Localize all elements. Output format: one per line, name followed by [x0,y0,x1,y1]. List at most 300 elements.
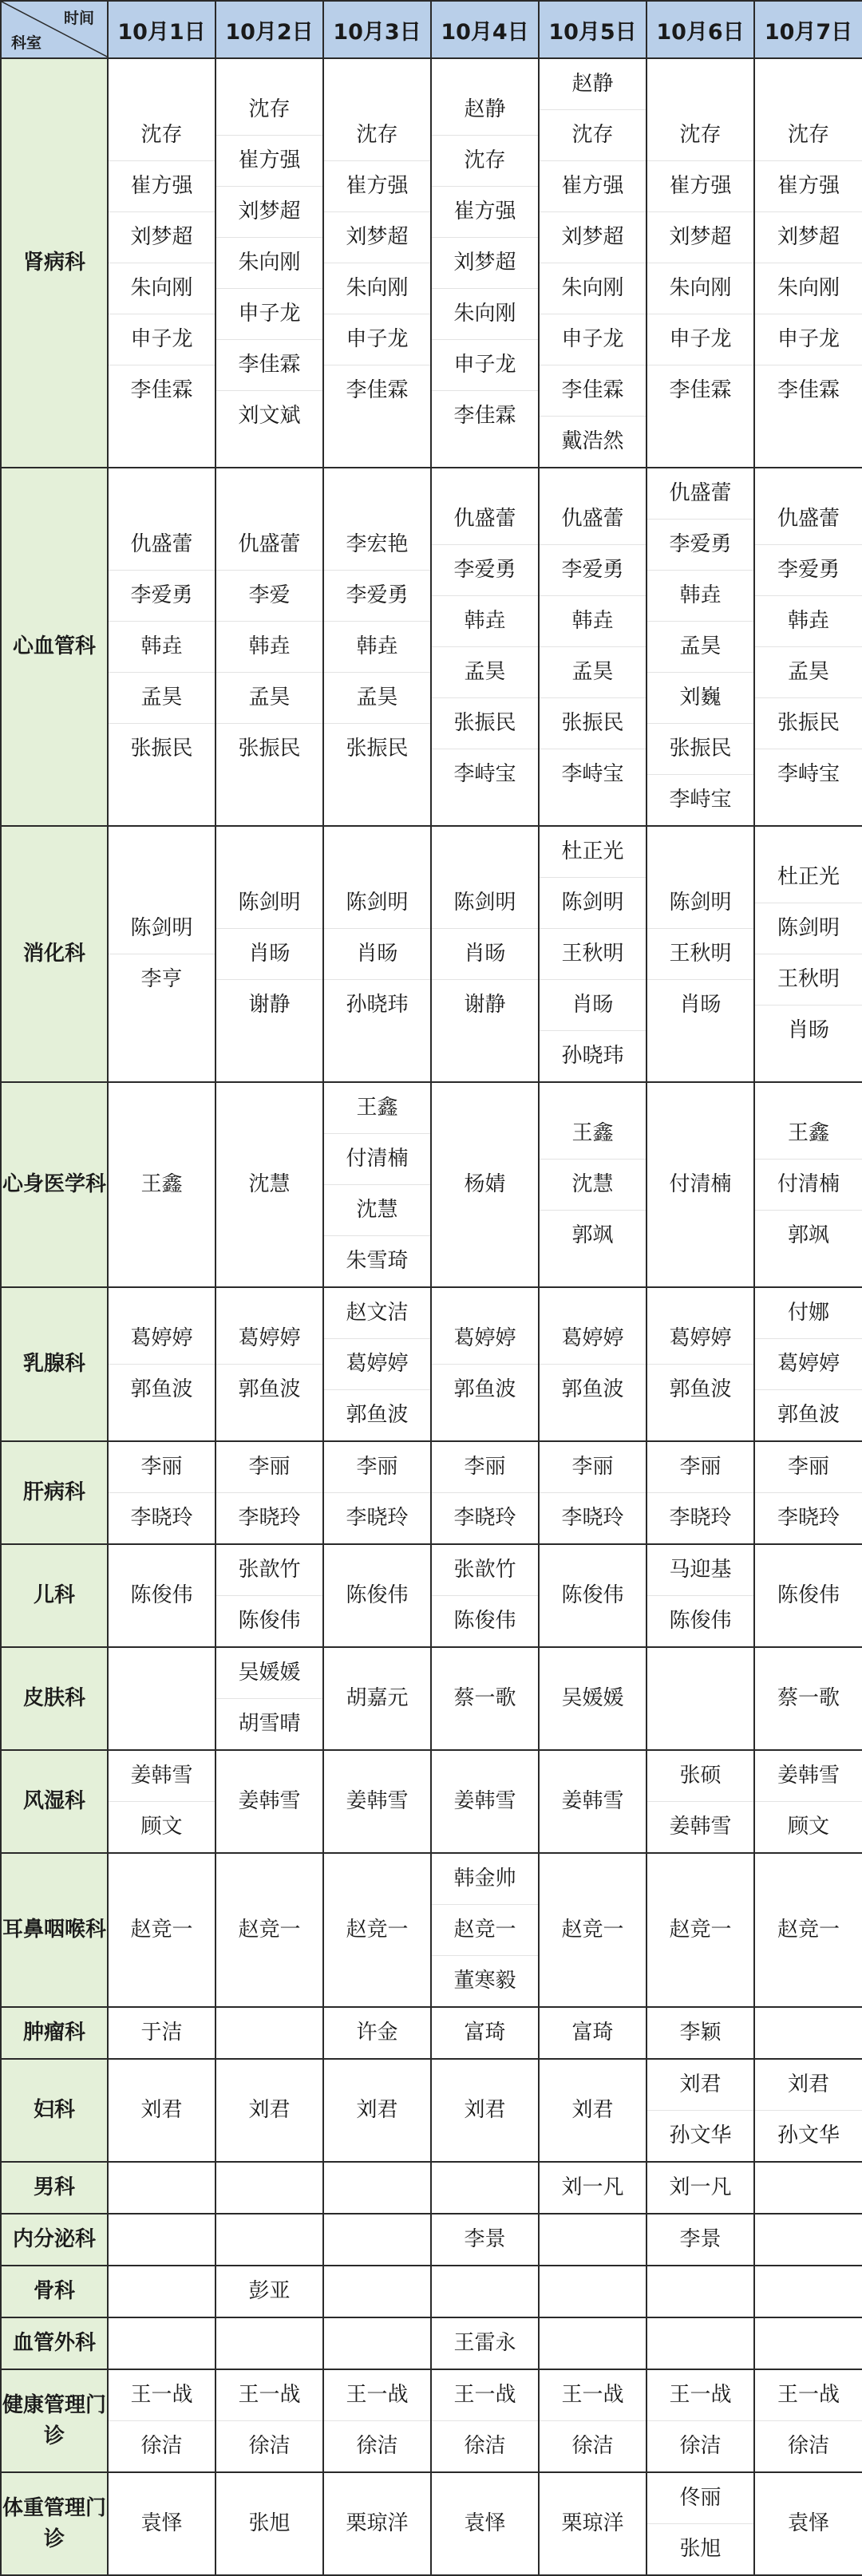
doctor-name: 韩垚 [540,596,646,647]
doctor-name: 朱向刚 [540,263,646,314]
doctor-name: 孟昊 [109,673,215,724]
department-name: 健康管理门诊 [1,2369,108,2472]
schedule-cell [108,2369,216,2472]
doctor-name: 刘梦超 [647,212,753,263]
doctor-name: 刘一凡 [669,2175,732,2199]
schedule-cell [539,2007,646,2059]
doctor-name: 张振民 [238,737,301,761]
doctor-name: 刘君 [647,2060,753,2111]
doctor-name: 朱向刚 [109,263,215,314]
schedule-cell [108,1750,216,1853]
doctor-name: 陈剑明 [755,903,862,954]
doctor-name: 姜韩雪 [561,1789,624,1813]
schedule-cell [754,1544,862,1647]
schedule-cell [431,2266,539,2317]
doctor-name: 刘君 [140,2098,183,2122]
doctor-name: 姜韩雪 [109,1751,215,1802]
doctor-name: 肖旸 [679,993,722,1017]
doctor-name: 王鑫 [140,1172,183,1196]
doctor-name: 徐洁 [571,2434,614,2458]
schedule-cell [431,2162,539,2214]
schedule-cell [323,1853,431,2007]
doctor-name: 王一战 [216,2370,322,2421]
doctor-name: 韩金帅 [432,1854,538,1905]
doctor-name: 袁怿 [464,2511,506,2535]
date-header-5: 10月5日 [539,1,646,58]
doctor-name: 郭鱼波 [346,1403,409,1427]
doctor-name: 杜正光 [540,827,646,878]
schedule-cell [431,2214,539,2266]
doctor-name: 王一战 [647,2370,753,2421]
doctor-name: 李爱 [216,571,322,622]
doctor-name: 张歆竹 [216,1545,322,1596]
doctor-name: 郭飒 [571,1223,614,1247]
doctor-name: 郭鱼波 [561,1377,624,1401]
schedule-cell [646,1082,754,1287]
schedule-cell [646,2369,754,2472]
doctor-name: 张振民 [755,698,862,749]
date-header-2: 10月2日 [216,1,323,58]
doctor-name: 孟昊 [755,647,862,698]
doctor-name: 张振民 [432,698,538,749]
schedule-cell [108,2472,216,2575]
doctor-name: 张歆竹 [432,1545,538,1596]
department-row [1,2214,862,2266]
doctor-name: 沈存 [432,136,538,187]
schedule-cell [754,1853,862,2007]
doctor-name: 肖旸 [540,980,646,1031]
schedule-cell [539,58,646,468]
doctor-name: 申子龙 [324,314,430,365]
doctor-name: 李晓玲 [130,1506,193,1530]
doctor-name: 富琦 [571,2021,614,2045]
schedule-cell [646,1441,754,1544]
schedule-cell [646,2162,754,2214]
schedule-cell [754,2059,862,2162]
doctor-name: 杨婧 [464,1172,506,1196]
doctor-name: 仇盛蕾 [432,494,538,545]
doctor-name: 蔡一歌 [453,1686,516,1710]
schedule-cell [646,468,754,826]
department-name: 肿瘤科 [1,2007,108,2059]
schedule-cell [431,1853,539,2007]
date-header-3: 10月3日 [323,1,431,58]
department-row [1,826,862,1082]
schedule-cell [539,1544,646,1647]
doctor-name: 马迎基 [647,1545,753,1596]
schedule-cell [539,2162,646,2214]
doctor-name: 孙晓玮 [561,1044,624,1068]
doctor-name: 王一战 [755,2370,862,2421]
doctor-name: 陈俊伟 [453,1609,516,1633]
department-row [1,2369,862,2472]
department-row [1,1287,862,1441]
doctor-name: 赵竞一 [669,1918,732,1942]
department-row [1,2266,862,2317]
doctor-name: 李峙宝 [777,762,840,786]
doctor-name: 仇盛蕾 [647,468,753,520]
doctor-name: 陈剑明 [540,878,646,929]
doctor-name: 李晓玲 [561,1506,624,1530]
doctor-name: 李爱勇 [647,520,753,571]
doctor-name: 仇盛蕾 [755,494,862,545]
schedule-cell [754,2472,862,2575]
schedule-cell [539,2214,646,2266]
schedule-cell [323,1082,431,1287]
doctor-name: 郭飒 [787,1223,829,1247]
department-name: 消化科 [1,826,108,1082]
doctor-name: 赵竞一 [346,1918,409,1942]
schedule-cell [216,2472,323,2575]
doctor-name: 葛婷婷 [109,1314,215,1365]
doctor-name: 孙文华 [777,2124,840,2147]
schedule-cell [754,2007,862,2059]
doctor-name: 刘君 [571,2098,614,2122]
doctor-name: 李爱勇 [324,571,430,622]
doctor-name: 张硕 [647,1751,753,1802]
department-row [1,58,862,468]
schedule-cell [323,2266,431,2317]
schedule-cell [216,2266,323,2317]
doctor-name: 李爱勇 [540,545,646,596]
schedule-cell [539,2317,646,2369]
department-name: 风湿科 [1,1750,108,1853]
schedule-cell [539,2369,646,2472]
doctor-name: 李丽 [109,1442,215,1493]
schedule-cell [754,2162,862,2214]
schedule-cell [646,2317,754,2369]
doctor-name: 韩垚 [755,596,862,647]
doctor-name: 顾文 [140,1815,183,1839]
doctor-name: 李晓玲 [346,1506,409,1530]
header-time-label: 时间 [63,10,94,27]
doctor-name: 崔方强 [432,187,538,238]
corner-header-cell [1,1,108,58]
doctor-name: 李佳霖 [777,378,840,402]
doctor-name: 李丽 [647,1442,753,1493]
schedule-cell [108,58,216,468]
schedule-cell [431,2059,539,2162]
schedule-cell [108,1287,216,1441]
doctor-name: 姜韩雪 [238,1789,301,1813]
doctor-name: 吴媛媛 [561,1686,624,1710]
doctor-name: 申子龙 [432,340,538,391]
doctor-name: 沈慧 [248,1172,291,1196]
doctor-name: 孟昊 [324,673,430,724]
date-header-6: 10月6日 [646,1,754,58]
department-row [1,2317,862,2369]
schedule-cell [108,1647,216,1750]
schedule-cell [323,2317,431,2369]
schedule-cell [431,2472,539,2575]
schedule-cell [323,58,431,468]
schedule-cell [216,1750,323,1853]
doctor-name: 李丽 [540,1442,646,1493]
doctor-name: 刘君 [464,2098,506,2122]
schedule-cell [323,2162,431,2214]
schedule-body [1,58,862,2575]
doctor-name: 李晓玲 [777,1506,840,1530]
schedule-cell [431,2317,539,2369]
doctor-name: 胡嘉元 [346,1686,409,1710]
doctor-name: 肖旸 [216,929,322,980]
schedule-cell [216,2214,323,2266]
schedule-cell [323,2214,431,2266]
doctor-name: 谢静 [248,993,291,1017]
doctor-name: 葛婷婷 [324,1339,430,1390]
schedule-cell [539,1441,646,1544]
doctor-name: 付清楠 [755,1160,862,1211]
doctor-name: 李亨 [140,967,183,991]
doctor-name: 徐洁 [356,2434,398,2458]
doctor-name: 徐洁 [679,2434,722,2458]
doctor-name: 赵文洁 [324,1288,430,1339]
schedule-cell [108,2059,216,2162]
doctor-name: 申子龙 [216,289,322,340]
doctor-name: 申子龙 [540,314,646,365]
doctor-name: 刘君 [356,2098,398,2122]
schedule-cell [216,2007,323,2059]
schedule-cell [646,826,754,1082]
schedule-cell [431,826,539,1082]
schedule-cell [323,2007,431,2059]
doctor-name: 刘梦超 [755,212,862,263]
schedule-cell [646,2214,754,2266]
doctor-name: 崔方强 [109,161,215,212]
doctor-name: 王一战 [109,2370,215,2421]
doctor-name: 李佳霖 [540,365,646,417]
schedule-cell [216,2369,323,2472]
schedule-cell [646,1750,754,1853]
department-name: 心血管科 [1,468,108,826]
doctor-name: 陈俊伟 [346,1583,409,1607]
doctor-name: 赵竞一 [432,1905,538,1956]
doctor-name: 刘梦超 [216,187,322,238]
doctor-name: 刘梦超 [432,238,538,289]
schedule-cell [539,1287,646,1441]
doctor-name: 申子龙 [755,314,862,365]
schedule-cell [431,1647,539,1750]
doctor-name: 朱向刚 [755,263,862,314]
doctor-name: 孙文华 [669,2124,732,2147]
schedule-cell [754,2317,862,2369]
doctor-name: 谢静 [464,993,506,1017]
schedule-cell [108,2007,216,2059]
doctor-name: 沈存 [647,110,753,161]
doctor-name: 李晓玲 [453,1506,516,1530]
department-row [1,2059,862,2162]
schedule-cell [216,468,323,826]
schedule-cell [108,2162,216,2214]
doctor-name: 富琦 [464,2021,506,2045]
schedule-cell [646,2472,754,2575]
doctor-name: 朱雪琦 [346,1249,409,1273]
doctor-name: 张振民 [647,724,753,775]
department-name: 血管外科 [1,2317,108,2369]
doctor-name: 张旭 [248,2511,291,2535]
schedule-cell [216,2317,323,2369]
schedule-cell [216,2059,323,2162]
doctor-name: 李颖 [679,2021,722,2045]
doctor-name: 姜韩雪 [755,1751,862,1802]
doctor-name: 孙晓玮 [346,993,409,1017]
schedule-cell [216,1441,323,1544]
doctor-name: 赵竞一 [238,1918,301,1942]
doctor-name: 陈剑明 [324,878,430,929]
schedule-cell [323,468,431,826]
doctor-name: 姜韩雪 [453,1789,516,1813]
doctor-name: 赵静 [540,59,646,110]
schedule-cell [754,58,862,468]
schedule-cell [431,2369,539,2472]
department-row [1,1750,862,1853]
schedule-cell [216,1853,323,2007]
doctor-name: 李佳霖 [216,340,322,391]
schedule-cell [539,1082,646,1287]
doctor-name: 许金 [356,2021,398,2045]
schedule-cell [216,1647,323,1750]
schedule-cell [539,826,646,1082]
doctor-name: 陈俊伟 [130,1583,193,1607]
doctor-name: 赵竞一 [561,1918,624,1942]
department-name: 男科 [1,2162,108,2214]
department-name: 耳鼻咽喉科 [1,1853,108,2007]
doctor-name: 张振民 [130,737,193,761]
doctor-name: 赵竞一 [130,1918,193,1942]
doctor-name: 韩垚 [216,622,322,673]
doctor-name: 栗琼洋 [561,2511,624,2535]
doctor-name: 王鑫 [324,1083,430,1134]
schedule-cell [754,1750,862,1853]
schedule-cell [216,58,323,468]
doctor-name: 葛婷婷 [647,1314,753,1365]
department-name: 内分泌科 [1,2214,108,2266]
doctor-name: 王一战 [540,2370,646,2421]
doctor-name: 李宏艳 [324,520,430,571]
doctor-name: 朱向刚 [432,289,538,340]
schedule-cell [754,1082,862,1287]
schedule-cell [539,468,646,826]
schedule-cell [216,1287,323,1441]
doctor-name: 陈剑明 [647,878,753,929]
schedule-cell [431,58,539,468]
doctor-name: 沈慧 [540,1160,646,1211]
doctor-name: 李峙宝 [561,762,624,786]
doctor-name: 肖旸 [324,929,430,980]
doctor-name: 董寒毅 [453,1969,516,1993]
doctor-name: 李丽 [324,1442,430,1493]
department-name: 皮肤科 [1,1647,108,1750]
doctor-name: 付娜 [755,1288,862,1339]
doctor-name: 申子龙 [109,314,215,365]
doctor-name: 朱向刚 [216,238,322,289]
schedule-cell [646,1853,754,2007]
doctor-name: 葛婷婷 [216,1314,322,1365]
doctor-name: 肖旸 [432,929,538,980]
schedule-cell [108,1544,216,1647]
doctor-name: 王一战 [432,2370,538,2421]
doctor-name: 沈存 [540,110,646,161]
doctor-name: 袁怿 [787,2511,829,2535]
schedule-cell [323,2059,431,2162]
schedule-cell [108,1082,216,1287]
date-header-4: 10月4日 [431,1,539,58]
schedule-cell [431,1750,539,1853]
doctor-name: 李丽 [755,1442,862,1493]
doctor-name: 仇盛蕾 [540,494,646,545]
schedule-cell [539,2266,646,2317]
doctor-name: 陈俊伟 [777,1583,840,1607]
doctor-name: 李丽 [432,1442,538,1493]
doctor-name: 王鑫 [755,1108,862,1160]
doctor-name: 葛婷婷 [755,1339,862,1390]
doctor-name: 刘文斌 [238,404,301,428]
doctor-name: 李佳霖 [130,378,193,402]
schedule-cell [323,1750,431,1853]
schedule-cell [323,1647,431,1750]
schedule-cell [539,2472,646,2575]
schedule-cell [754,2266,862,2317]
doctor-name: 陈剑明 [109,903,215,954]
doctor-name: 佟丽 [647,2473,753,2524]
doctor-name: 付清楠 [324,1134,430,1185]
department-row [1,1853,862,2007]
department-row [1,468,862,826]
doctor-name: 王雷永 [453,2331,516,2355]
date-header-1: 10月1日 [108,1,216,58]
doctor-name: 王秋明 [647,929,753,980]
department-name: 肝病科 [1,1441,108,1544]
department-name: 儿科 [1,1544,108,1647]
doctor-name: 陈剑明 [432,878,538,929]
doctor-name: 刘梦超 [324,212,430,263]
schedule-cell [431,468,539,826]
schedule-cell [108,1853,216,2007]
doctor-name: 韩垚 [109,622,215,673]
doctor-name: 徐洁 [787,2434,829,2458]
doctor-name: 仇盛蕾 [216,520,322,571]
schedule-cell [431,1082,539,1287]
doctor-name: 崔方强 [540,161,646,212]
doctor-name: 孟昊 [432,647,538,698]
department-row [1,2007,862,2059]
schedule-cell [216,2162,323,2214]
doctor-name: 顾文 [787,1815,829,1839]
schedule-cell [539,1647,646,1750]
department-row [1,1082,862,1287]
doctor-name: 徐洁 [464,2434,506,2458]
schedule-cell [323,1287,431,1441]
doctor-name: 王鑫 [540,1108,646,1160]
doctor-name: 李爱勇 [755,545,862,596]
doctor-name: 崔方强 [755,161,862,212]
doctor-name: 栗琼洋 [346,2511,409,2535]
doctor-name: 孟昊 [540,647,646,698]
schedule-cell [431,1441,539,1544]
doctor-name: 刘君 [248,2098,291,2122]
department-name: 心身医学科 [1,1082,108,1287]
doctor-name: 蔡一歌 [777,1686,840,1710]
schedule-cell [108,2317,216,2369]
doctor-name: 沈存 [755,110,862,161]
department-row [1,2162,862,2214]
schedule-cell [108,2266,216,2317]
doctor-name: 孟昊 [647,622,753,673]
doctor-name: 崔方强 [324,161,430,212]
doctor-name: 刘君 [755,2060,862,2111]
doctor-name: 胡雪晴 [238,1712,301,1736]
schedule-cell [754,468,862,826]
